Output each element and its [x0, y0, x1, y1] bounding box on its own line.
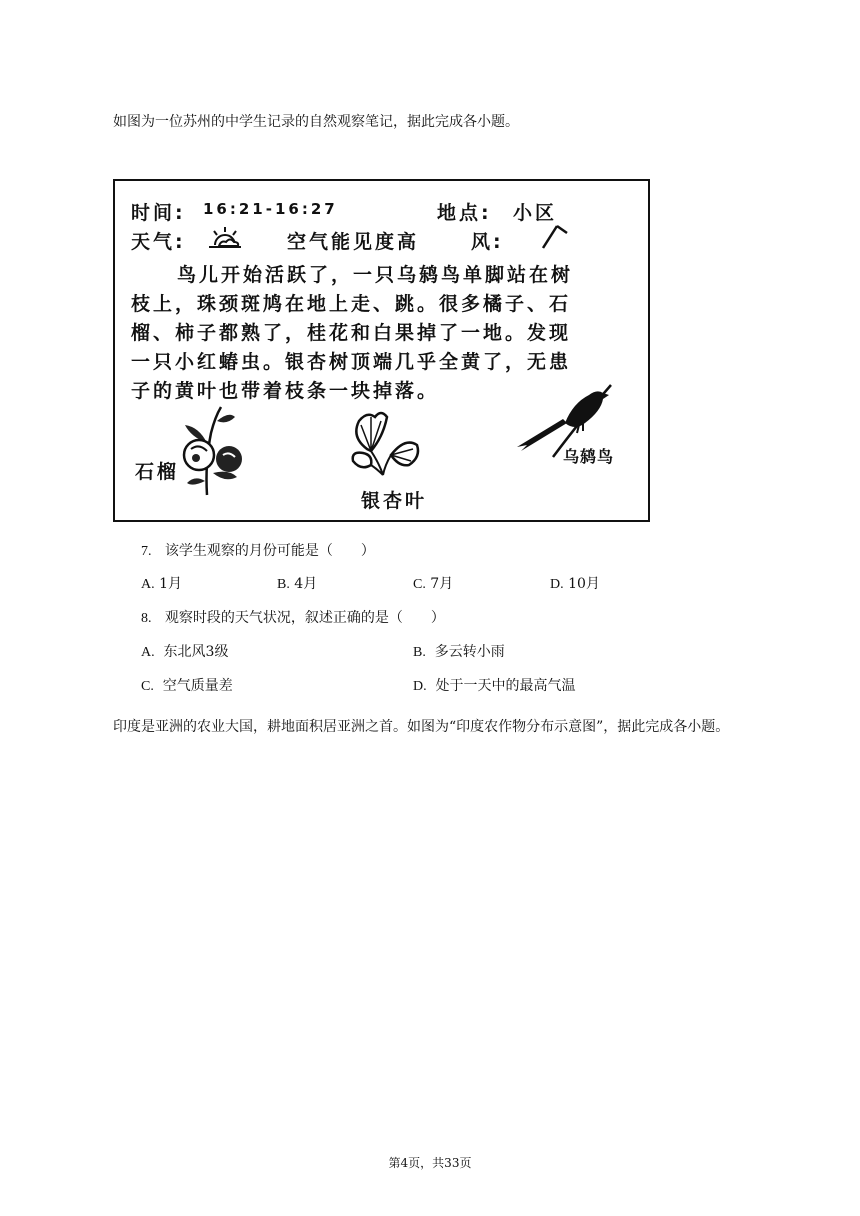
- note-text-line: 枝上，珠颈斑鸠在地上走、跳。很多橘子、石: [131, 293, 572, 315]
- ginkgo-leaf-sketch: [347, 407, 423, 477]
- option-letter: A.: [141, 577, 155, 592]
- option-text: 处于一天中的最高气温: [435, 678, 576, 694]
- question-7-stem: [141, 541, 375, 562]
- note-text-line: 鸟儿开始活跃了，一只乌鸫鸟单脚站在树: [177, 264, 574, 286]
- passage-intro: 如图为一位苏州的中学生记录的自然观察笔记，据此完成各小题。: [113, 114, 519, 130]
- magpie-label: 乌鸫鸟: [563, 447, 615, 466]
- question-number: 8.: [141, 611, 152, 626]
- option-letter: B.: [277, 577, 290, 592]
- option-text: 4月: [294, 576, 318, 592]
- note-place-label: 地点:: [437, 202, 492, 224]
- question-7-option-c[interactable]: [413, 574, 453, 595]
- passage-intro: 印度是亚洲的农业大国，耕地面积居亚洲之首。如图为“印度农作物分布示意图”，据此完成各小题。: [113, 719, 730, 735]
- note-text-line: 子的黄叶也带着枝条一块掉落。: [131, 380, 440, 402]
- option-text: 东北风3级: [163, 644, 229, 660]
- option-text: 空气质量差: [162, 678, 233, 694]
- note-time-value: 16:21-16:27: [203, 200, 338, 218]
- note-time-label: 时间:: [131, 202, 186, 224]
- question-8-stem: [141, 608, 445, 629]
- note-text-line: 榴、柿子都熟了，桂花和白果掉了一地。发现: [131, 322, 572, 344]
- option-text: 1月: [159, 576, 182, 592]
- note-wind-label: 风:: [471, 231, 504, 253]
- option-letter: B.: [413, 645, 426, 660]
- note-weather-label: 天气:: [131, 231, 186, 253]
- option-letter: C.: [413, 577, 426, 592]
- question-text: 观察时段的天气状况，叙述正确的是（ ）: [164, 610, 445, 626]
- option-text: 7月: [430, 576, 454, 592]
- question-8-option-d[interactable]: [413, 676, 576, 697]
- note-text-line: 一只小红蝽虫。银杏树顶端几乎全黄了，无患: [131, 351, 572, 373]
- question-7-option-a[interactable]: [141, 574, 182, 595]
- ginkgo-label: 银杏叶: [361, 490, 428, 512]
- option-letter: A.: [141, 645, 155, 660]
- option-letter: D.: [413, 679, 427, 694]
- question-7-option-d[interactable]: [550, 574, 600, 595]
- question-text: 该学生观察的月份可能是（ ）: [164, 543, 375, 559]
- pomegranate-sketch: [177, 403, 253, 499]
- note-place-value: 小区: [513, 202, 558, 224]
- option-text: 多云转小雨: [434, 644, 505, 660]
- page-footer: 第4页，共33页: [388, 1156, 472, 1170]
- option-text: 10月: [568, 576, 600, 592]
- question-8-option-a[interactable]: [141, 642, 228, 663]
- question-number: 7.: [141, 544, 152, 559]
- question-8-option-b[interactable]: [413, 642, 505, 663]
- observation-notebook-figure: [113, 179, 650, 522]
- pomegranate-label: 石榴: [135, 461, 180, 483]
- wind-direction-icon: [539, 221, 571, 251]
- question-7-option-b[interactable]: [277, 574, 317, 595]
- option-letter: D.: [550, 577, 564, 592]
- partly-cloudy-icon: [207, 225, 243, 249]
- question-8-option-c[interactable]: [141, 676, 233, 697]
- note-visibility: 空气能见度高: [287, 231, 420, 253]
- option-letter: C.: [141, 679, 154, 694]
